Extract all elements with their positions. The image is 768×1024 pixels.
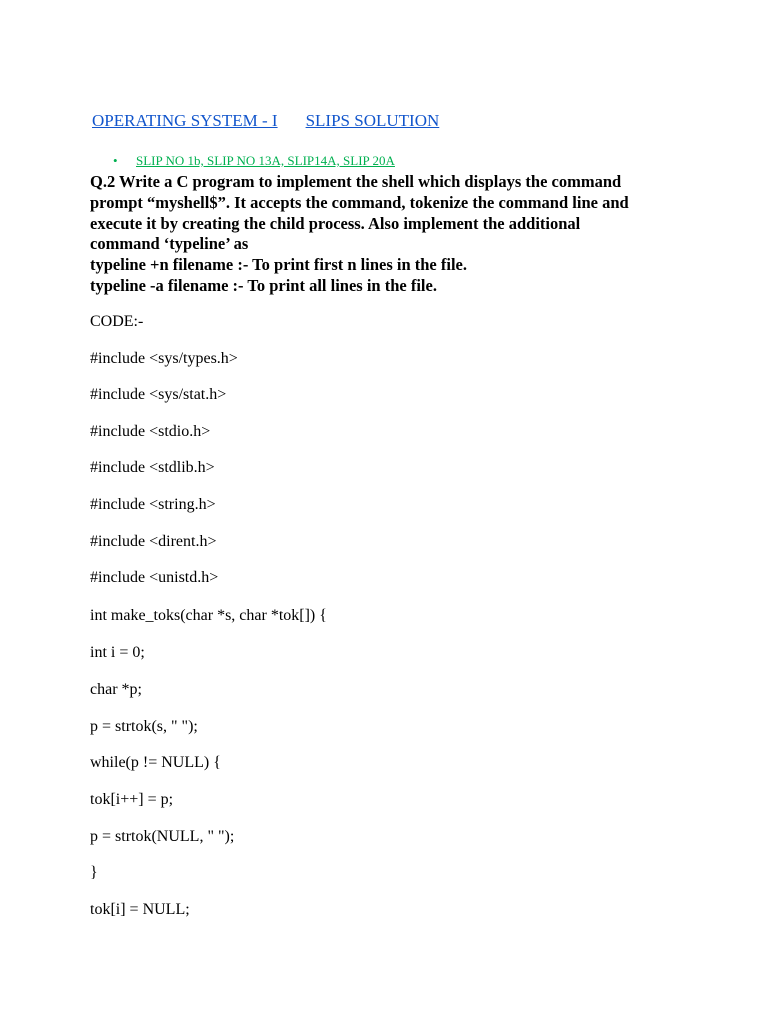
bullet-icon: • [113, 153, 118, 168]
code-line: #include <stdio.h> [90, 423, 211, 440]
question-line: prompt “myshell$”. It accepts the command, tokenize the command line and [90, 192, 629, 212]
code-line: tok[i] = NULL; [90, 901, 190, 918]
code-heading: CODE:- [90, 313, 144, 330]
code-line: p = strtok(s, " "); [90, 718, 198, 735]
code-line: #include <dirent.h> [90, 533, 217, 550]
document-title [92, 111, 439, 131]
code-line: #include <stdlib.h> [90, 459, 215, 476]
question-line: execute it by creating the child process. Also implement the additional [90, 213, 581, 233]
code-line: #include <sys/stat.h> [90, 386, 227, 403]
code-line: p = strtok(NULL, " "); [90, 828, 235, 845]
title-solution: SLIPS SOLUTION [305, 111, 440, 130]
question-line: typeline +n filename :- To print first n lines in the file. [90, 255, 467, 275]
code-line: int i = 0; [90, 644, 145, 661]
code-line: int make_toks(char *s, char *tok[]) { [90, 607, 327, 624]
question-line: typeline -a filename :- To print all lines in the file. [90, 275, 437, 295]
code-line: tok[i++] = p; [90, 791, 174, 808]
question-line: Q.2 Write a C program to implement the shell which displays the command [90, 172, 622, 191]
slips-list-text: SLIP NO 1b, SLIP NO 13A, SLIP14A, SLIP 20A [136, 153, 395, 168]
code-line: #include <unistd.h> [90, 569, 219, 586]
question-line: command ‘typeline’ as [90, 234, 249, 254]
question-text [90, 172, 690, 297]
code-line: #include <sys/types.h> [90, 350, 238, 367]
code-line: while(p != NULL) { [90, 754, 221, 771]
code-line: #include <string.h> [90, 496, 216, 513]
code-line: char *p; [90, 681, 142, 698]
title-subject: OPERATING SYSTEM - I [92, 111, 278, 130]
code-line: } [90, 864, 98, 881]
